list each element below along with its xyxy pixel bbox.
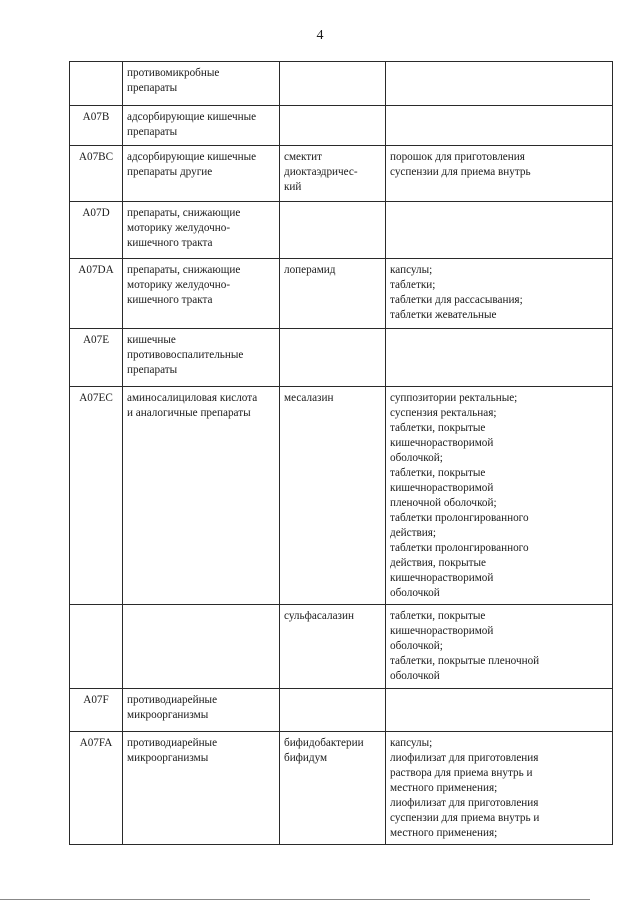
drug-name-cell [280, 329, 386, 387]
drug-name-cell [280, 106, 386, 146]
group-name-cell: препараты, снижающие моторику желудочно- кишечного тракта [123, 202, 280, 259]
table-row [70, 329, 613, 387]
group-name-cell: противодиарейные микроорганизмы [123, 732, 280, 845]
table-row [70, 62, 613, 106]
dosage-form-cell [386, 202, 613, 259]
table-row [70, 106, 613, 146]
dosage-form-cell: суппозитории ректальные; суспензия ректальная; таблетки, покрытые кишечнорастворимой оболочкой; таблетки, покрытые кишечнорастворимой пленочной оболочкой; таблетки пролонгированного действия; таблетки пролонгированного действия, покрытые кишечнорастворимой оболочкой [386, 387, 613, 605]
atc-code-cell: A07E [70, 329, 123, 387]
table-row [70, 259, 613, 329]
drug-name-cell: бифидобактерии бифидум [280, 732, 386, 845]
drug-name-cell [280, 62, 386, 106]
dosage-form-cell [386, 62, 613, 106]
dosage-form-cell [386, 329, 613, 387]
dosage-form-cell: капсулы; лиофилизат для приготовления раствора для приема внутрь и местного применения; лиофилизат для приготовления суспензии для приема внутрь и местного применения; [386, 732, 613, 845]
drug-name-cell [280, 202, 386, 259]
drug-name-cell: смектит диоктаэдричес- кий [280, 146, 386, 202]
atc-code-cell: A07FA [70, 732, 123, 845]
group-name-cell [123, 605, 280, 689]
atc-code-cell: A07F [70, 689, 123, 732]
atc-code-cell: A07BC [70, 146, 123, 202]
drug-name-cell: месалазин [280, 387, 386, 605]
atc-code-cell: A07B [70, 106, 123, 146]
drug-name-cell [280, 689, 386, 732]
page-bottom-divider [0, 899, 590, 900]
dosage-form-cell: таблетки, покрытые кишечнорастворимой оболочкой; таблетки, покрытые пленочной оболочкой [386, 605, 613, 689]
table-row [70, 732, 613, 845]
group-name-cell: аминосалициловая кислота и аналогичные препараты [123, 387, 280, 605]
atc-code-cell: A07DA [70, 259, 123, 329]
page-number: 4 [316, 28, 324, 43]
drug-name-cell: лоперамид [280, 259, 386, 329]
table-row [70, 605, 613, 689]
group-name-cell: противодиарейные микроорганизмы [123, 689, 280, 732]
group-name-cell: адсорбирующие кишечные препараты другие [123, 146, 280, 202]
atc-code-cell [70, 62, 123, 106]
dosage-form-cell [386, 106, 613, 146]
drug-name-cell: сульфасалазин [280, 605, 386, 689]
table-row [70, 146, 613, 202]
drug-table [69, 61, 613, 845]
table-row [70, 202, 613, 259]
atc-code-cell [70, 605, 123, 689]
group-name-cell: адсорбирующие кишечные препараты [123, 106, 280, 146]
dosage-form-cell [386, 689, 613, 732]
atc-code-cell: A07EC [70, 387, 123, 605]
dosage-form-cell: капсулы; таблетки; таблетки для рассасывания; таблетки жевательные [386, 259, 613, 329]
dosage-form-cell: порошок для приготовления суспензии для приема внутрь [386, 146, 613, 202]
atc-code-cell: A07D [70, 202, 123, 259]
table-row [70, 387, 613, 605]
group-name-cell: кишечные противовоспалительные препараты [123, 329, 280, 387]
group-name-cell: противомикробные препараты [123, 62, 280, 106]
group-name-cell: препараты, снижающие моторику желудочно- кишечного тракта [123, 259, 280, 329]
table-row [70, 689, 613, 732]
